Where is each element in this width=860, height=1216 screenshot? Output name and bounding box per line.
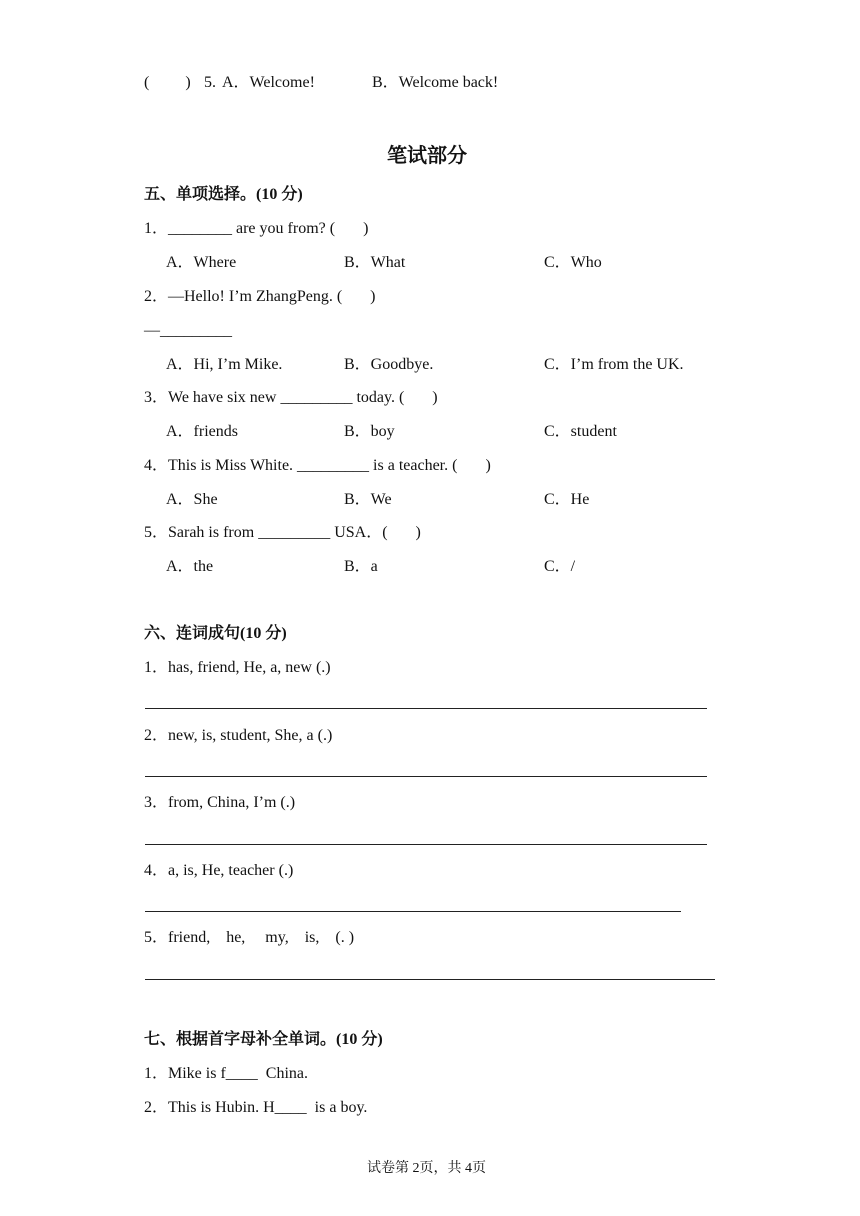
- s5-q1-option-b: B．What: [344, 254, 406, 271]
- s6-item-5: 5．friend, he, my, is, (. ): [144, 929, 355, 946]
- written-part-title: 笔试部分: [387, 145, 467, 167]
- s5-q2-stem: 2．—Hello! I’m ZhangPeng. ( ): [144, 288, 376, 305]
- s6-answer-line-3: [145, 844, 707, 845]
- s5-q3-option-b: B．boy: [344, 423, 395, 440]
- s7-item-2: 2．This is Hubin. H____ is a boy.: [144, 1099, 368, 1116]
- s5-q2-option-a: A．Hi, I’m Mike.: [166, 356, 283, 373]
- s5-q5-option-b: B．a: [344, 558, 378, 575]
- question-number-5: 5.: [204, 74, 216, 91]
- s6-answer-line-2: [145, 776, 707, 777]
- page-footer: 试卷第 2页，共 4页: [367, 1161, 486, 1176]
- s6-item-1: 1．has, friend, He, a, new (.): [144, 659, 331, 676]
- s5-q4-option-c: C．He: [544, 491, 590, 508]
- s6-item-3: 3．from, China, I’m (.): [144, 794, 296, 811]
- s6-answer-line-5: [145, 979, 715, 980]
- s5-q4-stem: 4．This is Miss White. _________ is a teacher. ( ): [144, 457, 491, 474]
- s5-q1-option-a: A．Where: [166, 254, 237, 271]
- s5-q5-option-c: C．/: [544, 558, 576, 575]
- s5-q4-option-a: A．She: [166, 491, 218, 508]
- s5-q3-option-a: A．friends: [166, 423, 238, 440]
- s6-answer-line-1: [145, 708, 707, 709]
- s5-q3-option-c: C．student: [544, 423, 617, 440]
- option-b-welcome-back: B．Welcome back!: [372, 74, 499, 91]
- s6-item-4: 4．a, is, He, teacher (.): [144, 862, 294, 879]
- s5-q5-option-a: A．the: [166, 558, 214, 575]
- answer-paren-top: ( ): [144, 74, 191, 91]
- s5-q2-option-b: B．Goodbye.: [344, 356, 434, 373]
- s5-q1-option-c: C．Who: [544, 254, 602, 271]
- s5-q3-stem: 3．We have six new _________ today. ( ): [144, 389, 438, 406]
- s5-q2-option-c: C．I’m from the UK.: [544, 356, 684, 373]
- s5-q1-stem: 1．________ are you from? ( ): [144, 220, 369, 237]
- s6-item-2: 2．new, is, student, She, a (.): [144, 727, 333, 744]
- option-a-welcome: A．Welcome!: [222, 74, 315, 91]
- section7-heading: 七、根据首字母补全单词。(10 分): [144, 1031, 383, 1048]
- section5-heading: 五、单项选择。(10 分): [144, 186, 303, 203]
- s5-q2-reply-blank: —_________: [144, 322, 232, 339]
- s5-q4-option-b: B．We: [344, 491, 392, 508]
- s5-q5-stem: 5．Sarah is from _________ USA．( ): [144, 524, 421, 541]
- s6-answer-line-4: [145, 911, 681, 912]
- s7-item-1: 1．Mike is f____ China.: [144, 1065, 308, 1082]
- section6-heading: 六、连词成句(10 分): [144, 625, 287, 642]
